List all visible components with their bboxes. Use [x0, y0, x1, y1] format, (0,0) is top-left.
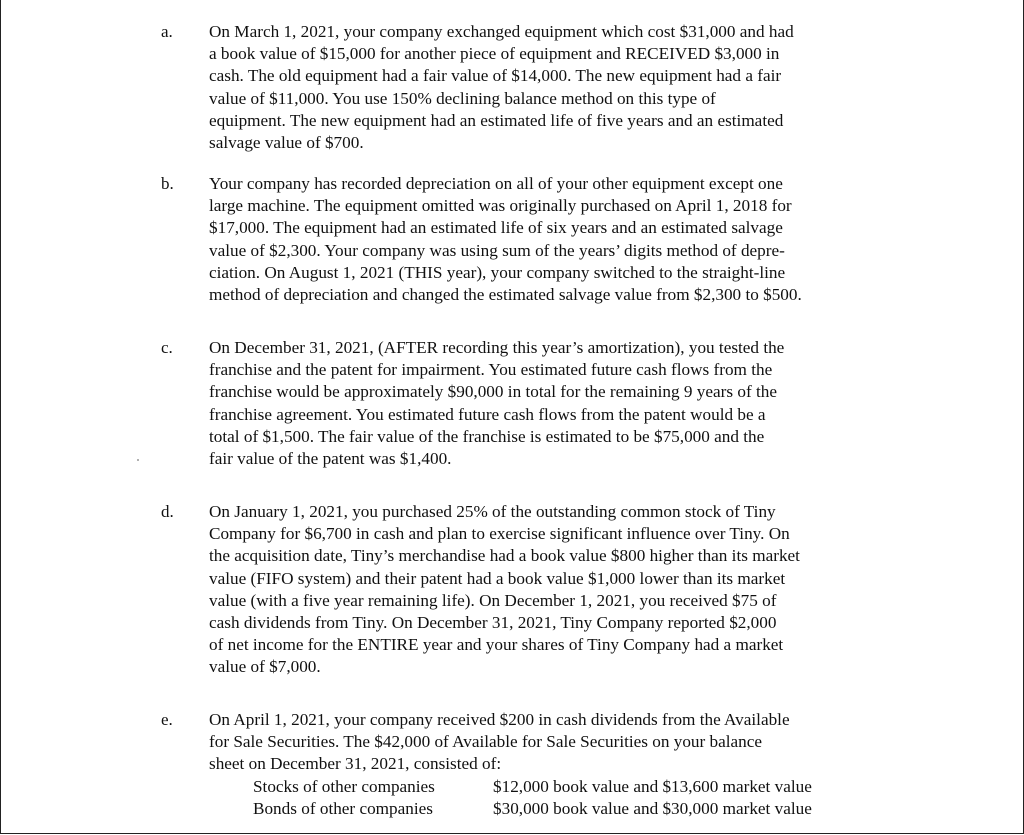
paragraph-line: value of $2,300. Your company was using sum of the years’ digits method of depre-: [209, 240, 785, 260]
paragraph-line: On April 1, 2021, your company received $200 in cash dividends from the Available: [209, 710, 790, 729]
item-paragraph: [209, 173, 909, 306]
paragraph-line: method of depreciation and changed the estimated salvage value from $2,300 to $500.: [209, 285, 802, 305]
paragraph-line: $17,000. The equipment had an estimated life of six years and an estimated salvage: [209, 218, 783, 238]
item-paragraph: [209, 21, 909, 154]
holding-name: Stocks of other companies: [253, 777, 435, 796]
paragraph-line: franchise and the patent for impairment. You estimated future cash flows from the: [209, 360, 773, 380]
item-letter: c.: [161, 338, 173, 357]
item-letter: b.: [161, 174, 174, 193]
paragraph-line: a book value of $15,000 for another piece of equipment and RECEIVED $3,000 in: [209, 44, 780, 64]
item-letter: e.: [161, 710, 173, 729]
item-letter: d.: [161, 502, 174, 521]
scan-speck: [137, 459, 139, 461]
paragraph-line: On December 31, 2021, (AFTER recording this year’s amortization), you tested the: [209, 338, 785, 357]
paragraph-line: cash. The old equipment had a fair value of $14,000. The new equipment had a fair: [209, 66, 782, 86]
item-letter: a.: [161, 22, 173, 41]
item-paragraph: [209, 709, 909, 776]
paragraph-line: Company for $6,700 in cash and plan to exercise significant influence over Tiny. On: [209, 524, 790, 544]
paragraph-line: for Sale Securities. The $42,000 of Available for Sale Securities on your balance: [209, 732, 763, 752]
item-paragraph: [209, 501, 909, 679]
paragraph-line: On January 1, 2021, you purchased 25% of the outstanding common stock of Tiny: [209, 502, 776, 521]
paragraph-line: ciation. On August 1, 2021 (THIS year), your company switched to the straight-line: [209, 262, 786, 282]
paragraph-line: On March 1, 2021, your company exchanged equipment which cost $31,000 and had: [209, 22, 794, 41]
paragraph-line: Your company has recorded depreciation on all of your other equipment except one: [209, 174, 783, 193]
item-paragraph: [209, 337, 909, 470]
holding-row: [253, 798, 812, 820]
paragraph-line: franchise would be approximately $90,000 in total for the remaining 9 years of the: [209, 382, 777, 402]
paragraph-line: sheet on December 31, 2021, consisted of:: [209, 754, 502, 774]
paragraph-line: value (with a five year remaining life). On December 1, 2021, you received $75 of: [209, 590, 777, 610]
paragraph-line: equipment. The new equipment had an estimated life of five years and an estimated: [209, 110, 784, 130]
holding-detail: $12,000 book value and $13,600 market value: [493, 777, 812, 796]
paragraph-line: cash dividends from Tiny. On December 31, 2021, Tiny Company reported $2,000: [209, 613, 777, 633]
paragraph-line: franchise agreement. You estimated future cash flows from the patent would be a: [209, 404, 766, 424]
paragraph-line: the acquisition date, Tiny’s merchandise had a book value $800 higher than its market: [209, 546, 800, 566]
paragraph-line: value of $7,000.: [209, 657, 321, 677]
holding-detail: $30,000 book value and $30,000 market value: [493, 799, 812, 819]
paragraph-line: large machine. The equipment omitted was originally purchased on April 1, 2018 for: [209, 196, 792, 216]
holding-row: [253, 776, 812, 798]
paragraph-line: fair value of the patent was $1,400.: [209, 449, 452, 469]
securities-holdings: [253, 776, 812, 820]
paragraph-line: of net income for the ENTIRE year and your shares of Tiny Company had a market: [209, 635, 784, 655]
holding-name: Bonds of other companies: [253, 799, 433, 819]
paragraph-line: value (FIFO system) and their patent had a book value $1,000 lower than its market: [209, 568, 786, 588]
paragraph-line: total of $1,500. The fair value of the franchise is estimated to be $75,000 and the: [209, 426, 765, 446]
paragraph-line: value of $11,000. You use 150% declining balance method on this type of: [209, 88, 716, 108]
paragraph-line: salvage value of $700.: [209, 133, 364, 153]
